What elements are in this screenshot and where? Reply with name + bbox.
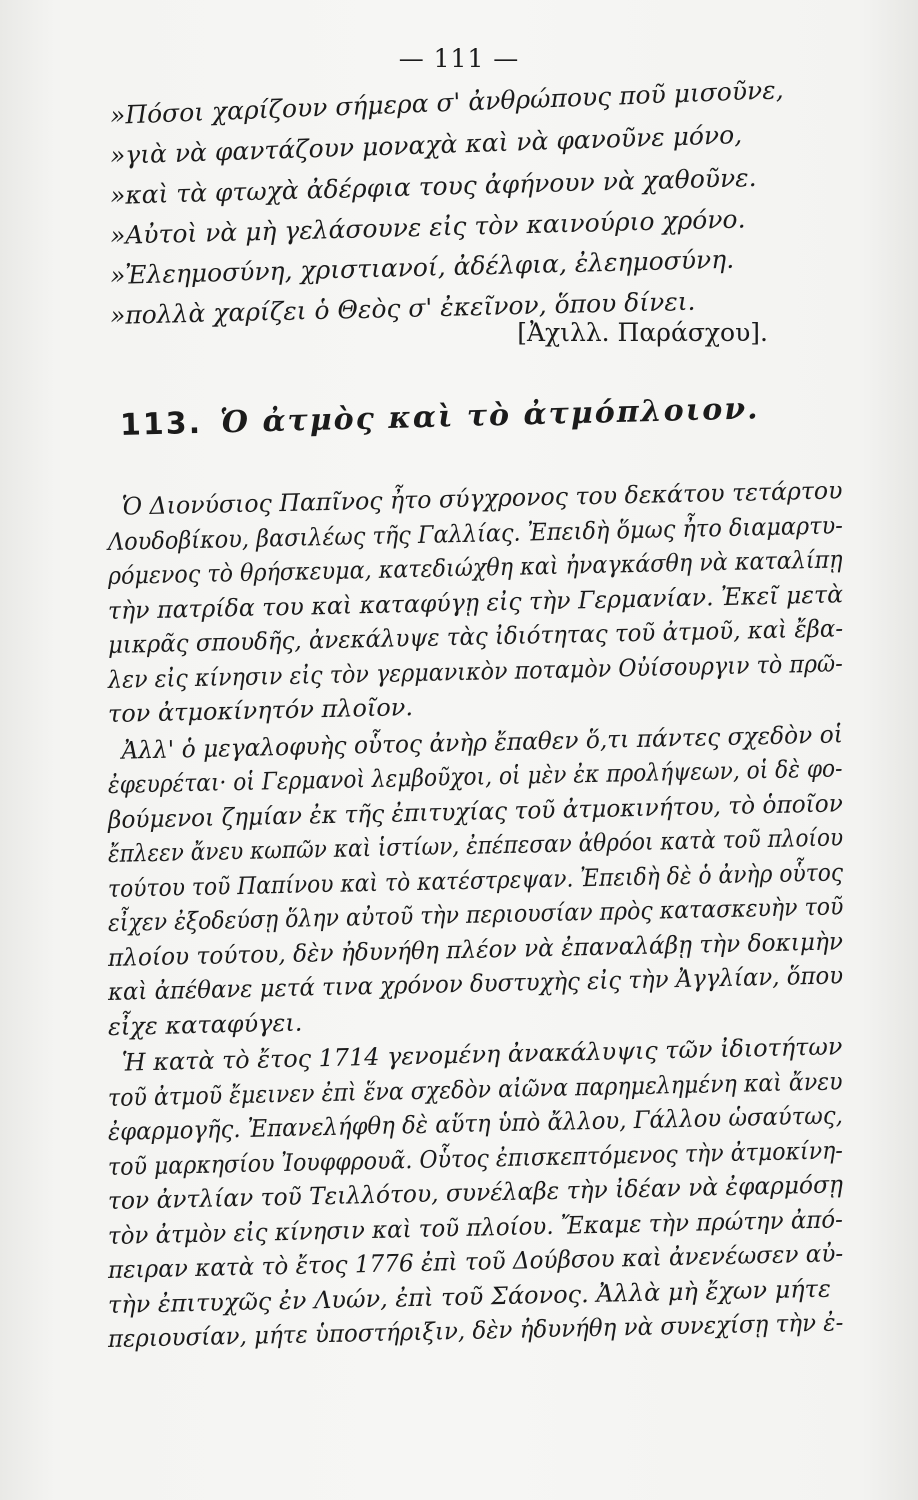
text-line: τὴν ἐπιτυχῶς ἐν Λυών, ἐπὶ τοῦ Σάονος. Ἀλλὰ μὴ ἔχων μήτε [107, 1274, 832, 1319]
paragraph [107, 476, 844, 732]
text-line: τὴν πατρίδα του καὶ καταφύγῃ εἰς τὴν Γερμανίαν. Ἐκεῖ μετὰ [107, 579, 844, 625]
poem-line: »γιὰ νὰ φαντάζουν μοναχὰ καὶ νὰ φανοῦνε μόνο, [109, 120, 743, 170]
paragraph [107, 719, 844, 1045]
text-line: λεν εἰς κίνησιν εἰς τὸν γερμανικὸν ποταμὸν Οὐίσουργιν τὸ πρῶ- [107, 648, 843, 694]
body-text [107, 476, 844, 1359]
text-line: βούμενοι ζημίαν ἐκ τῆς ἐπιτυχίας τοῦ ἀτμοκινήτου, τὸ ὁποῖον [107, 788, 844, 834]
text-line: τοῦ ἀτμοῦ ἔμεινεν ἐπὶ ἕνα σχεδὸν αἰῶνα παρημελημένη καὶ ἄνευ [107, 1066, 843, 1112]
text-line: τον ἀτμοκίνητόν πλοῖον. [107, 693, 414, 728]
text-line: πλοίου τούτου, δὲν ἠδυνήθη πλέον νὰ ἐπαναλάβῃ τὴν δοκιμὴν [107, 926, 844, 972]
text-line: εἶχε καταφύγει. [107, 1008, 303, 1041]
text-line: πειραν κατὰ τὸ ἔτος 1776 ἐπὶ τοῦ Δούβσου καὶ ἀνενέωσεν αὐ- [107, 1239, 844, 1284]
poem-attribution: [Ἀχιλλ. Παράσχου]. [517, 318, 768, 347]
poem-line: »καὶ τὰ φτωχὰ ἀδέρφια τους ἀφήνουν νὰ χαθοῦνε. [109, 162, 757, 210]
section-title: Ὁ ἀτμὸς καὶ τὸ ἀτμόπλοιον. [219, 391, 760, 441]
text-line: περιουσίαν, μήτε ὑποστήριξιν, δὲν ἠδυνήθη νὰ συνεχίσῃ τὴν ἐ- [107, 1308, 844, 1353]
paragraph [107, 1032, 844, 1357]
poem-block [109, 75, 830, 336]
text-line: ρόμενος τὸ θρήσκευμα, κατεδιώχθη καὶ ἠναγκάσθη νὰ καταλίπῃ [107, 545, 843, 590]
text-line: τοῦ μαρκησίου Ἰουφφρουᾶ. Οὗτος ἐπισκεπτόμενος τὴν ἀτμοκίνη- [107, 1135, 844, 1181]
poem-line: »πολλὰ χαρίζει ὁ Θεὸς σ' ἐκεῖνον, ὅπου δίνει. [109, 286, 696, 330]
text-line: Ἡ κατὰ τὸ ἔτος 1714 γενομένη ἀνακάλυψις τῶν ἰδιοτήτων [121, 1032, 843, 1077]
text-line: εἶχεν ἐξοδεύσῃ ὅλην αὐτοῦ τὴν περιουσίαν πρὸς κατασκευὴν τοῦ [107, 892, 844, 937]
poem-line: »Αὐτοὶ νὰ μὴ γελάσουνε εἰς τὸν καινούριο χρόνο. [109, 204, 746, 250]
text-line: μικρᾶς σπουδῆς, ἀνεκάλυψε τὰς ἰδιότητας τοῦ ἀτμοῦ, καὶ ἔβα- [107, 614, 844, 659]
text-line: τον ἀντλίαν τοῦ Τειλλότου, συνέλαβε τὴν ἰδέαν νὰ ἐφαρμόσῃ [107, 1170, 844, 1215]
poem-line: »Πόσοι χαρίζουν σήμερα σ' ἀνθρώπους ποῦ μισοῦνε, [109, 75, 785, 130]
section-number: 113. [119, 405, 203, 443]
text-line: ἐφαρμογῆς. Ἐπανελήφθη δὲ αὕτη ὑπὸ ἄλλου, Γάλλου ὡσαύτως, [107, 1101, 844, 1146]
text-line: ἔπλεεν ἄνευ κωπῶν καὶ ἱστίων, ἐπέπεσαν ἀθρόοι κατὰ τοῦ πλοίου [107, 823, 844, 868]
text-line: τὸν ἀτμὸν εἰς κίνησιν καὶ τοῦ πλοίου. Ἔκαμε τὴν πρώτην ἀπό- [107, 1204, 844, 1250]
text-line: Ὁ Διονύσιος Παπῖνος ἦτο σύγχρονος του δεκάτου τετάρτου [121, 476, 843, 521]
text-line: Ἀλλ' ὁ μεγαλοφυὴς οὗτος ἀνὴρ ἔπαθεν ὅ,τι πάντες σχεδὸν οἱ [121, 719, 844, 765]
poem-line: »Ἐλεημοσύνη, χριστιανοί, ἀδέλφια, ἐλεημοσύνη. [109, 244, 735, 290]
text-line: τούτου τοῦ Παπίνου καὶ τὸ κατέστρεψαν. Ἐπειδὴ δὲ ὁ ἀνὴρ οὗτος [107, 857, 844, 903]
text-line: Λουδοβίκου, βασιλέως τῆς Γαλλίας. Ἐπειδὴ ὅμως ἦτο διαμαρτυ- [107, 510, 844, 556]
section-heading [120, 391, 760, 443]
page-number: — 111 — [398, 44, 520, 73]
text-line: καὶ ἀπέθανε μετά τινα χρόνον δυστυχὴς εἰς τὴν Ἀγγλίαν, ὅπου [107, 961, 844, 1006]
text-line: ἐφευρέται· οἱ Γερμανοὶ λεμβοῦχοι, οἱ μὲν ἐκ προλήψεων, οἱ δὲ φο- [107, 754, 843, 799]
